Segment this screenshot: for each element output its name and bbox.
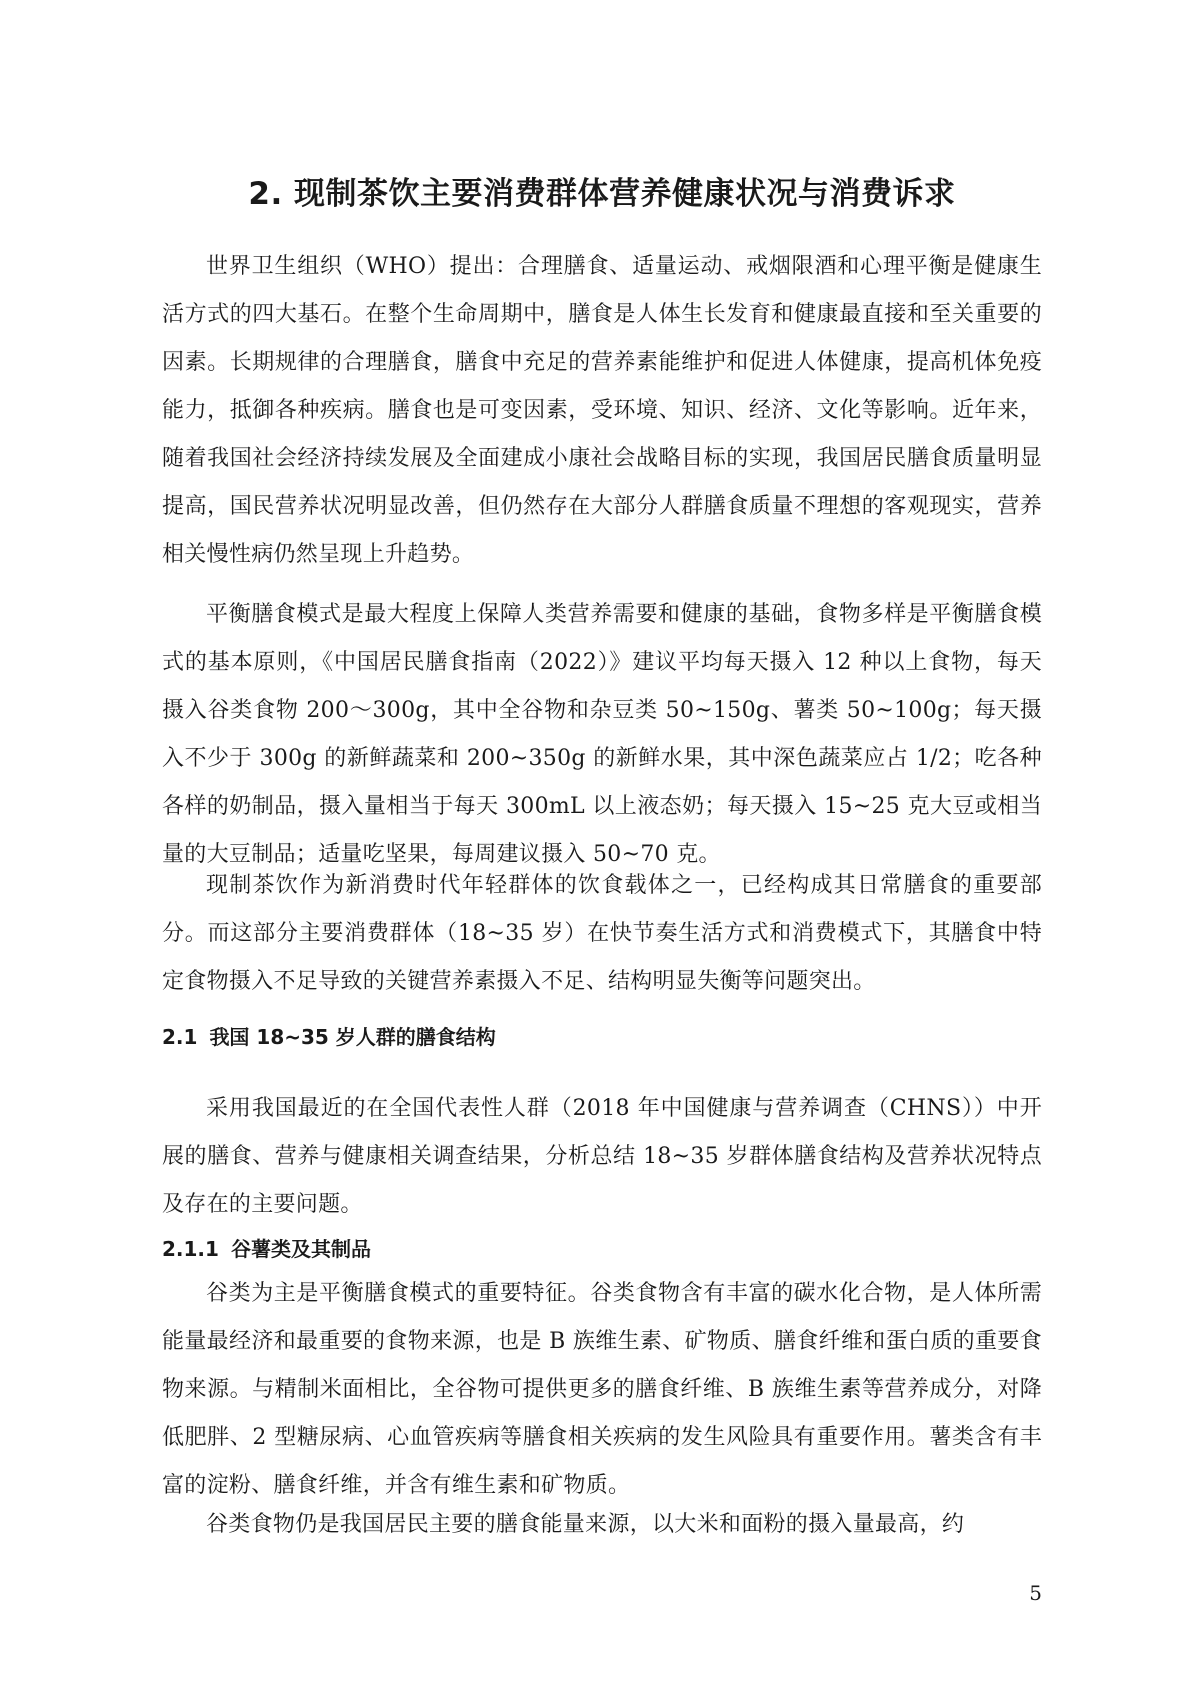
section-heading-2-1-1 xyxy=(162,1229,371,1269)
paragraph-tea-drinks-consumers: 现制茶饮作为新消费时代年轻群体的饮食载体之一，已经构成其日常膳食的重要部分。而这部分主要消费群体（18~35 岁）在快节奏生活方式和消费模式下，其膳食中特定食物摄入不足导致的关键营养素摄入不足、结构明显失衡等问题突出。 xyxy=(162,873,1042,994)
page-number: 5 xyxy=(1029,1581,1042,1605)
paragraph-cereals-importance: 谷类为主是平衡膳食模式的重要特征。谷类食物含有丰富的碳水化合物，是人体所需能量最经济和最重要的食物来源，也是 B 族维生素、矿物质、膳食纤维和蛋白质的重要食物来源。与精制米面相比，全谷物可提供更多的膳食纤维、B 族维生素等营养成分，对降低肥胖、2 型糖尿病、心血管疾病等膳食相关疾病的发生风险具有重要作用。薯类含有丰富的淀粉、膳食纤维，并含有维生素和矿物质。 xyxy=(162,1281,1042,1498)
paragraph-chns-survey: 采用我国最近的在全国代表性人群（2018 年中国健康与营养调查（CHNS））中开展的膳食、营养与健康相关调查结果，分析总结 18~35 岁群体膳食结构及营养状况特点及存在的主要问题。 xyxy=(162,1096,1042,1217)
section-number: 2.1 xyxy=(162,1025,198,1049)
chapter-title: 2. 现制茶饮主要消费群体营养健康状况与消费诉求 xyxy=(248,176,956,212)
document-page xyxy=(162,0,1042,1698)
section-heading-2-1 xyxy=(162,1017,496,1057)
section-number: 2.1.1 xyxy=(162,1237,219,1261)
section-title: 我国 18~35 岁人群的膳食结构 xyxy=(209,1025,496,1049)
section-title: 谷薯类及其制品 xyxy=(230,1237,371,1261)
paragraph-who-healthy-lifestyle: 世界卫生组织（WHO）提出：合理膳食、适量运动、戒烟限酒和心理平衡是健康生活方式的四大基石。在整个生命周期中，膳食是人体生长发育和健康最直接和至关重要的因素。长期规律的合理膳食，膳食中充足的营养素能维护和促进人体健康，提高机体免疫能力，抵御各种疾病。膳食也是可变因素，受环境、知识、经济、文化等影响。近年来，随着我国社会经济持续发展及全面建成小康社会战略目标的实现，我国居民膳食质量明显提高，国民营养状况明显改善，但仍然存在大部分人群膳食质量不理想的客观现实，营养相关慢性病仍然呈现上升趋势。 xyxy=(162,254,1042,567)
paragraph-cereals-intake: 谷类食物仍是我国居民主要的膳食能量来源，以大米和面粉的摄入量最高，约 xyxy=(206,1512,965,1537)
paragraph-balanced-diet: 平衡膳食模式是最大程度上保障人类营养需要和健康的基础，食物多样是平衡膳食模式的基本原则，《中国居民膳食指南（2022）》建议平均每天摄入 12 种以上食物，每天摄入谷类食物 200～300g，其中全谷物和杂豆类 50~150g、薯类 50~100g；每天摄入不少于 300g 的新鲜蔬菜和 200~350g 的新鲜水果，其中深色蔬菜应占 1/2；吃各种各样的奶制品，摄入量相当于每天 300mL 以上液态奶；每天摄入 15~25 克大豆或相当量的大豆制品；适量吃坚果，每周建议摄入 50~70 克。 xyxy=(162,602,1042,867)
